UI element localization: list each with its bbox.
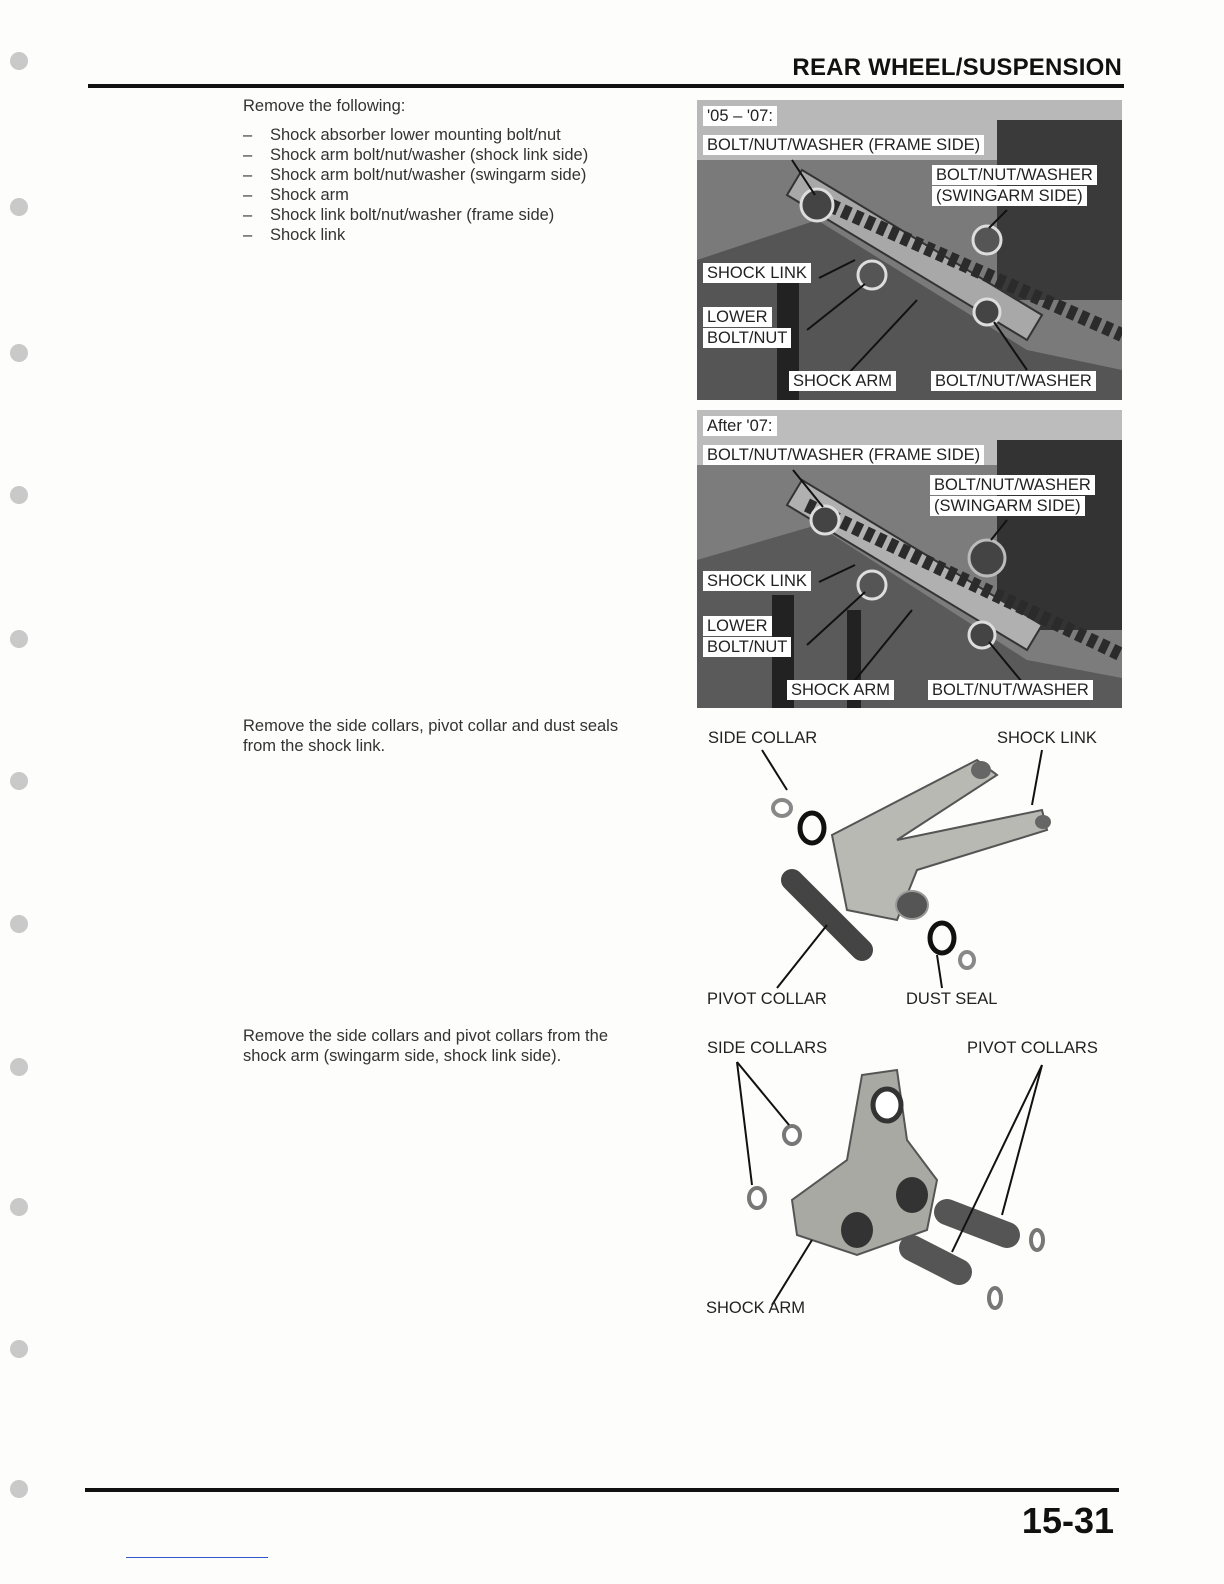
binder-hole <box>10 772 28 790</box>
photo2-bolt-washer-label: BOLT/NUT/WASHER <box>928 680 1093 700</box>
pivot-collar-label: PIVOT COLLAR <box>707 990 827 1008</box>
photo-after-07-linkage <box>697 410 1122 708</box>
figure-shock-arm-parts <box>697 1030 1122 1330</box>
photo2-lower-bolt-label: LOWER <box>703 616 772 636</box>
list-dash: – <box>243 226 253 244</box>
section1-intro: Remove the following: <box>243 97 406 115</box>
photo2-frame-side-label: BOLT/NUT/WASHER (FRAME SIDE) <box>703 445 984 465</box>
photo2-shock-arm-label: SHOCK ARM <box>787 680 894 700</box>
binder-hole <box>10 1198 28 1216</box>
list-item-text: Shock link <box>270 226 346 244</box>
binder-hole <box>10 1340 28 1358</box>
section3-line: Remove the side collars and pivot collars from the <box>243 1027 608 1045</box>
photo2-swingarm-side-label: BOLT/NUT/WASHER <box>930 475 1095 495</box>
list-dash: – <box>243 206 253 224</box>
footer-rule <box>85 1488 1119 1492</box>
list-item <box>243 185 588 205</box>
photo1-swingarm-side-label: BOLT/NUT/WASHER <box>932 165 1097 185</box>
list-item <box>243 225 588 245</box>
photo2-swingarm-side-label: (SWINGARM SIDE) <box>930 496 1085 516</box>
side-collars-label: SIDE COLLARS <box>707 1039 828 1057</box>
list-item-text: Shock arm <box>270 186 349 204</box>
binder-hole <box>10 1480 28 1498</box>
photo1-shock-link-label: SHOCK LINK <box>703 263 811 283</box>
shock-link-label: SHOCK LINK <box>997 729 1097 747</box>
removal-list <box>243 125 588 245</box>
list-item-text: Shock link bolt/nut/washer (frame side) <box>270 206 555 224</box>
page-number: 15-31 <box>1021 1500 1114 1541</box>
list-item-text: Shock arm bolt/nut/washer (swingarm side) <box>270 166 587 184</box>
list-item <box>243 145 588 165</box>
photo1-swingarm-side-label: (SWINGARM SIDE) <box>932 186 1087 206</box>
list-item-text: Shock absorber lower mounting bolt/nut <box>270 126 561 144</box>
header-rule <box>88 84 1124 88</box>
list-item <box>243 165 588 185</box>
list-dash: – <box>243 146 253 164</box>
side-collar-label: SIDE COLLAR <box>708 729 818 747</box>
figure-shock-link-parts <box>697 720 1122 1020</box>
binder-hole <box>10 198 28 216</box>
photo1-shock-arm-label: SHOCK ARM <box>789 371 896 391</box>
figure4-drawing <box>697 1030 1122 1330</box>
list-item-text: Shock arm bolt/nut/washer (shock link side) <box>270 146 589 164</box>
section2-line: from the shock link. <box>243 737 386 755</box>
photo2-lower-bolt-label: BOLT/NUT <box>703 637 791 657</box>
section3-line: shock arm (swingarm side, shock link side). <box>243 1047 562 1065</box>
footer-link-underline <box>126 1557 268 1558</box>
binder-hole <box>10 52 28 70</box>
pivot-collars-label: PIVOT COLLARS <box>967 1039 1098 1057</box>
photo1-lower-bolt-label: LOWER <box>703 307 772 327</box>
photo1-bolt-washer-label: BOLT/NUT/WASHER <box>931 371 1096 391</box>
shock-arm-label: SHOCK ARM <box>706 1299 806 1317</box>
list-dash: – <box>243 166 253 184</box>
binder-hole <box>10 1058 28 1076</box>
binder-hole <box>10 630 28 648</box>
dust-seal-label: DUST SEAL <box>906 990 998 1008</box>
binder-hole <box>10 344 28 362</box>
figure3-drawing <box>697 720 1122 1020</box>
section3-text <box>243 1026 608 1066</box>
binder-hole <box>10 915 28 933</box>
page-header-title: REAR WHEEL/SUSPENSION <box>792 54 1122 81</box>
section2-line: Remove the side collars, pivot collar and dust seals <box>243 717 619 735</box>
binder-hole <box>10 486 28 504</box>
photo2-shock-link-label: SHOCK LINK <box>703 571 811 591</box>
photo2-year-label: After '07: <box>703 416 777 436</box>
list-dash: – <box>243 126 253 144</box>
photo1-frame-side-label: BOLT/NUT/WASHER (FRAME SIDE) <box>703 135 984 155</box>
photo1-lower-bolt-label: BOLT/NUT <box>703 328 791 348</box>
photo-05-07-linkage <box>697 100 1122 400</box>
list-dash: – <box>243 186 253 204</box>
photo1-year-label: '05 – '07: <box>703 106 777 126</box>
list-item <box>243 125 588 145</box>
list-item <box>243 205 588 225</box>
section2-text <box>243 716 618 756</box>
